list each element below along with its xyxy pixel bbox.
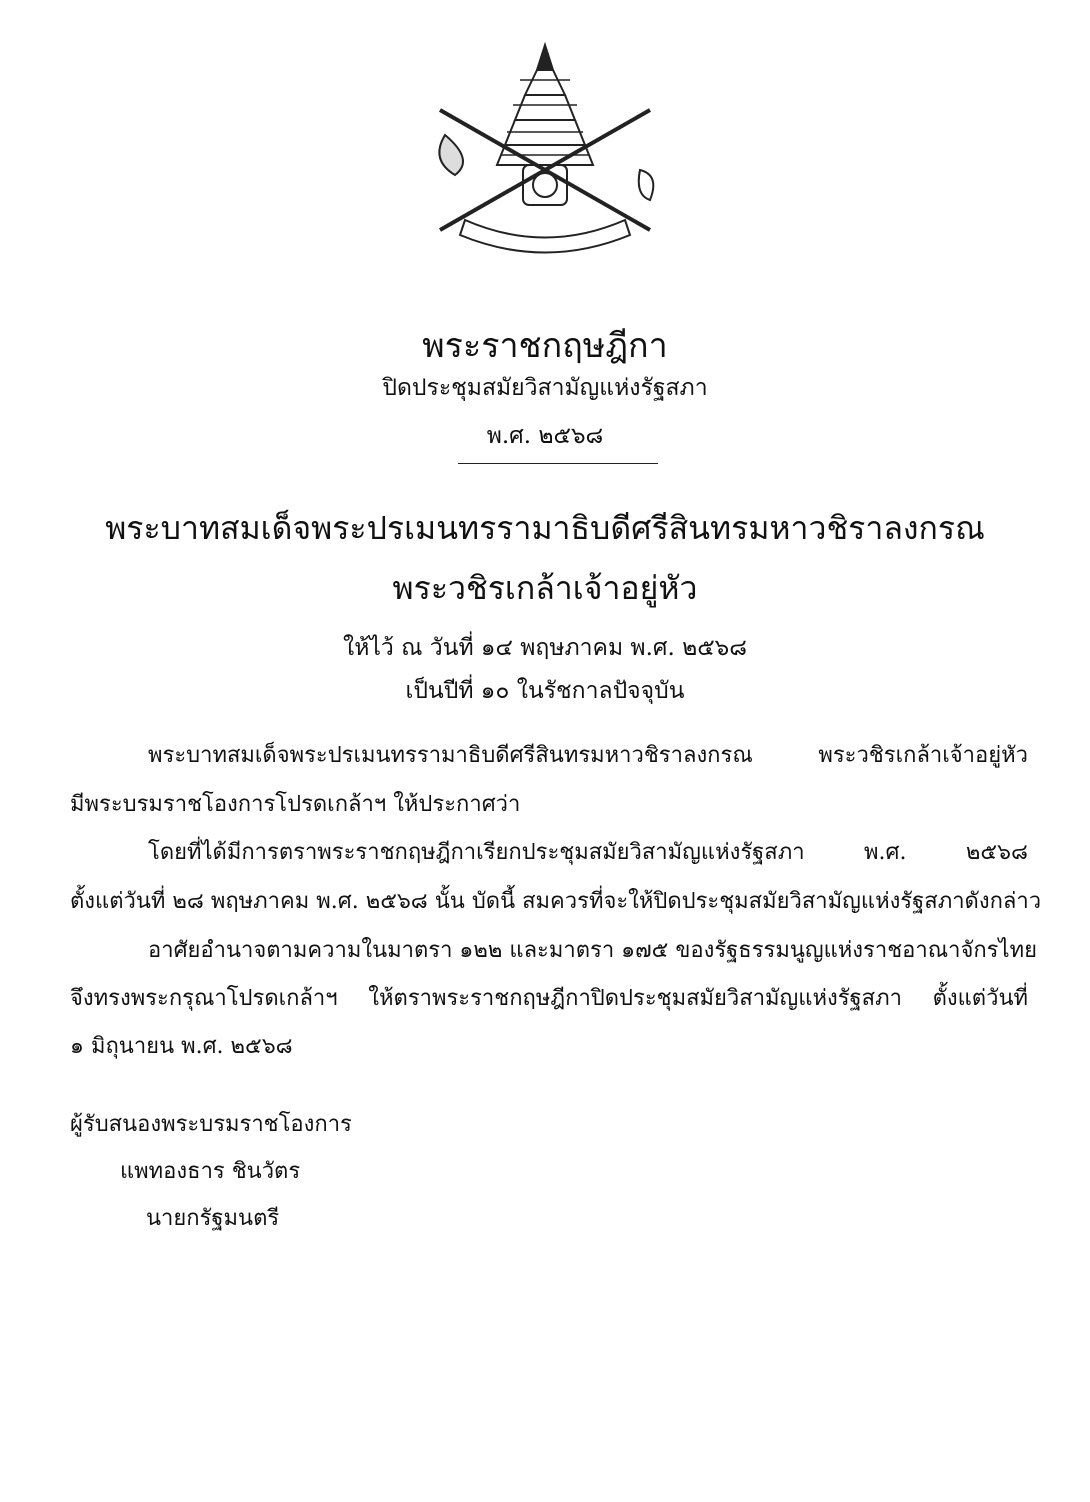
body-paragraph-3-line-2: จึงทรงพระกรุณาโปรดเกล้าฯ ให้ตราพระราชกฤษฎีกาปิดประชุมสมัยวิสามัญแห่งรัฐสภา ตั้งแต่วันที่ [70,986,1028,1011]
body-paragraph-3-line-3: ๑ มิถุนายน พ.ศ. ๒๕๖๘ [70,1034,293,1059]
countersign-label: ผู้รับสนองพระบรมราชโองการ [70,1112,352,1137]
king-name-line1: พระบาทสมเด็จพระปรเมนทรรามาธิบดีศรีสินทรมหาวชิราลงกรณ [105,509,985,547]
countersign-name: แพทองธาร ชินวัตร [120,1159,301,1184]
document-title: พระราชกฤษฎีกา [422,326,668,366]
document-subtitle: ปิดประชุมสมัยวิสามัญแห่งรัฐสภา [382,375,708,401]
body-paragraph-2-line-1: โดยที่ได้มีการตราพระราชกฤษฎีกาเรียกประชุมสมัยวิสามัญแห่งรัฐสภา พ.ศ. ๒๕๖๘ [148,840,1028,865]
royal-emblem [425,40,665,255]
date-given: ให้ไว้ ณ วันที่ ๑๔ พฤษภาคม พ.ศ. ๒๕๖๘ [342,635,748,661]
document-year: พ.ศ. ๒๕๖๘ [486,423,604,449]
king-name-line2: พระวชิรเกล้าเจ้าอยู่หัว [392,569,698,607]
body-paragraph-2-line-2: ตั้งแต่วันที่ ๒๘ พฤษภาคม พ.ศ. ๒๕๖๘ นั้น บัดนี้ สมควรที่จะให้ปิดประชุมสมัยวิสามัญแห่งรัฐสภาดังกล่าว [70,889,1042,914]
reign-year: เป็นปีที่ ๑๐ ในรัชกาลปัจจุบัน [405,678,685,704]
countersign-position: นายกรัฐมนตรี [146,1206,280,1231]
body-paragraph-1-line-1: พระบาทสมเด็จพระปรเมนทรรามาธิบดีศรีสินทรมหาวชิราลงกรณ พระวชิรเกล้าเจ้าอยู่หัว [148,743,1028,768]
divider [458,463,658,464]
body-paragraph-1-line-2: มีพระบรมราชโองการโปรดเกล้าฯ ให้ประกาศว่า [70,792,521,817]
body-paragraph-3-line-1: อาศัยอำนาจตามความในมาตรา ๑๒๒ และมาตรา ๑๗๕ ของรัฐธรรมนูญแห่งราชอาณาจักรไทย [148,938,1037,963]
